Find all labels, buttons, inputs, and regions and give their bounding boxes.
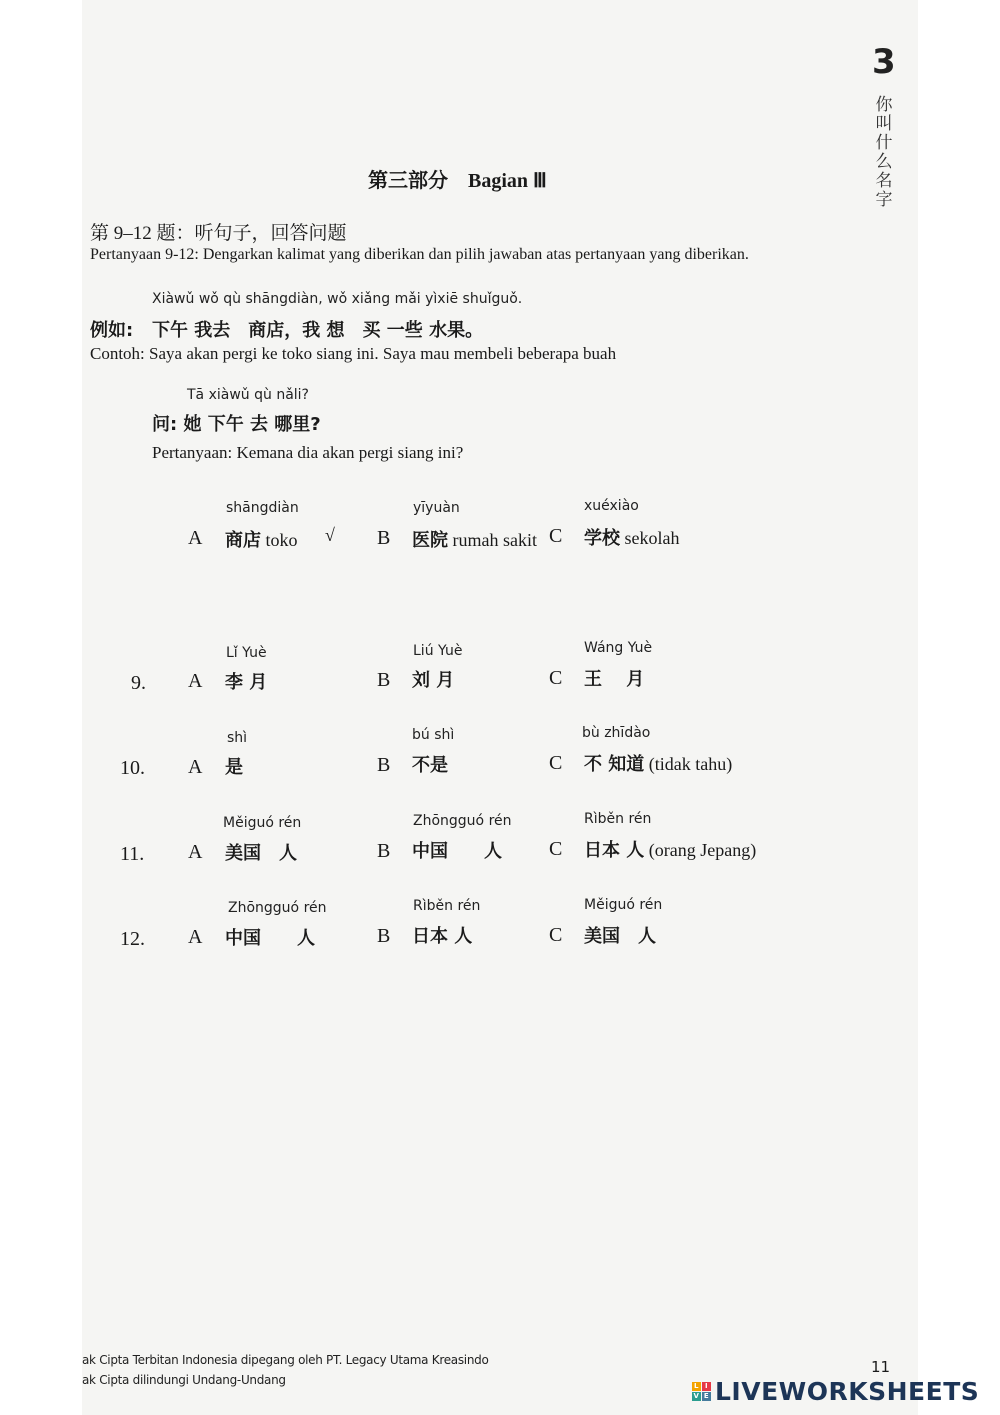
chapter-number: 3: [872, 42, 896, 82]
question-9-option-c-letter[interactable]: C: [549, 667, 563, 689]
question-9-option-b-letter[interactable]: B: [377, 669, 391, 691]
instructions-chinese: 第 9–12 题：听句子，回答问题: [90, 223, 347, 244]
example-question-translation: Pertanyaan: Kemana dia akan pergi siang ini?: [152, 443, 464, 462]
question-11-option-a-letter[interactable]: A: [188, 841, 203, 863]
example-label: 例如:: [90, 320, 134, 341]
example-pinyin: Xiàwǔ wǒ qù shāngdiàn, wǒ xiǎng mǎi yìxiē shuǐguǒ.: [152, 291, 523, 307]
example-option-a: 商店 toko: [225, 530, 298, 551]
example-option-b-letter: B: [377, 527, 391, 549]
question-10-option-b-pinyin: bú shì: [412, 727, 455, 743]
example-question-pinyin: Tā xiàwǔ qù nǎli?: [187, 387, 309, 403]
question-11-option-b-letter[interactable]: B: [377, 840, 391, 862]
page-number: 11: [871, 1358, 891, 1376]
example-sentence: 下午 我去 商店，我 想 买 一些 水果。: [152, 320, 484, 341]
example-option-c-letter: C: [549, 525, 563, 547]
question-12-option-b[interactable]: 日本 人: [412, 926, 473, 947]
question-12-option-b-letter[interactable]: B: [377, 925, 391, 947]
question-12-option-b-pinyin: Rìběn rén: [413, 898, 481, 914]
question-10-option-c-letter[interactable]: C: [549, 752, 563, 774]
question-10-option-b[interactable]: 不是: [412, 755, 448, 776]
footer-copyright-line-2: ak Cipta dilindungi Undang-Undang: [82, 1373, 286, 1387]
liveworksheets-logo-icon: L I V E: [693, 1382, 710, 1400]
example-option-a-pinyin: shāngdiàn: [226, 500, 299, 516]
chapter-title: 你叫什么名字: [875, 95, 893, 210]
section-title: 第三部分 Bagian Ⅲ: [368, 170, 547, 192]
checkmark-icon: √: [325, 525, 335, 545]
question-10-option-b-letter[interactable]: B: [377, 754, 391, 776]
question-9-option-c[interactable]: 王 月: [584, 669, 645, 690]
question-10-number: 10.: [120, 757, 145, 779]
question-11-option-c-pinyin: Rìběn rén: [584, 811, 652, 827]
question-9-option-b[interactable]: 刘 月: [412, 670, 455, 691]
question-10-option-a-pinyin: shì: [227, 730, 248, 746]
question-11-option-c[interactable]: 日本 人 (orang Jepang): [584, 840, 757, 861]
question-11-option-c-letter[interactable]: C: [549, 838, 563, 860]
question-12-option-a-pinyin: Zhōngguó rén: [228, 900, 327, 916]
liveworksheets-logo-text: LIVEWORKSHEETS: [715, 1377, 980, 1406]
example-question: 问: 她 下午 去 哪里?: [152, 414, 321, 435]
example-translation: Contoh: Saya akan pergi ke toko siang ini. Saya mau membeli beberapa buah: [90, 344, 617, 363]
example-option-c-pinyin: xuéxiào: [584, 498, 639, 514]
question-9-option-a[interactable]: 李 月: [225, 672, 268, 693]
question-10-option-a-letter[interactable]: A: [188, 756, 203, 778]
question-11-option-b-pinyin: Zhōngguó rén: [413, 813, 512, 829]
question-9-option-a-pinyin: Lǐ Yuè: [226, 645, 267, 661]
question-9-number: 9.: [131, 672, 146, 694]
example-option-c: 学校 sekolah: [584, 528, 680, 549]
liveworksheets-logo: [692, 1377, 979, 1406]
example-option-b-pinyin: yīyuàn: [413, 500, 460, 516]
question-10-option-a[interactable]: 是: [225, 757, 243, 778]
question-11-option-a[interactable]: 美国 人: [225, 843, 297, 864]
question-11-option-a-pinyin: Měiguó rén: [223, 815, 302, 831]
question-10-option-c[interactable]: 不 知道 (tidak tahu): [584, 754, 733, 775]
question-9-option-a-letter[interactable]: A: [188, 670, 203, 692]
question-9-option-b-pinyin: Liú Yuè: [413, 643, 463, 659]
example-option-b: 医院 rumah sakit: [412, 530, 537, 551]
question-9-option-c-pinyin: Wáng Yuè: [584, 640, 653, 656]
question-12-option-c-pinyin: Měiguó rén: [584, 897, 663, 913]
question-10-option-c-pinyin: bù zhīdào: [582, 725, 651, 741]
question-12-option-a-letter[interactable]: A: [188, 926, 203, 948]
question-12-number: 12.: [120, 928, 145, 950]
question-12-option-c-letter[interactable]: C: [549, 924, 563, 946]
question-11-number: 11.: [120, 843, 145, 865]
instructions-indonesian: Pertanyaan 9-12: Dengarkan kalimat yang diberikan dan pilih jawaban atas pertanyaan yang diberikan.: [90, 246, 749, 263]
question-11-option-b[interactable]: 中国 人: [412, 841, 502, 862]
worksheet-page: [82, 0, 918, 1415]
question-12-option-c[interactable]: 美国 人: [584, 926, 656, 947]
footer-copyright-line-1: ak Cipta Terbitan Indonesia dipegang oleh PT. Legacy Utama Kreasindo: [82, 1353, 489, 1367]
question-12-option-a[interactable]: 中国 人: [225, 928, 315, 949]
example-option-a-letter: A: [188, 527, 203, 549]
